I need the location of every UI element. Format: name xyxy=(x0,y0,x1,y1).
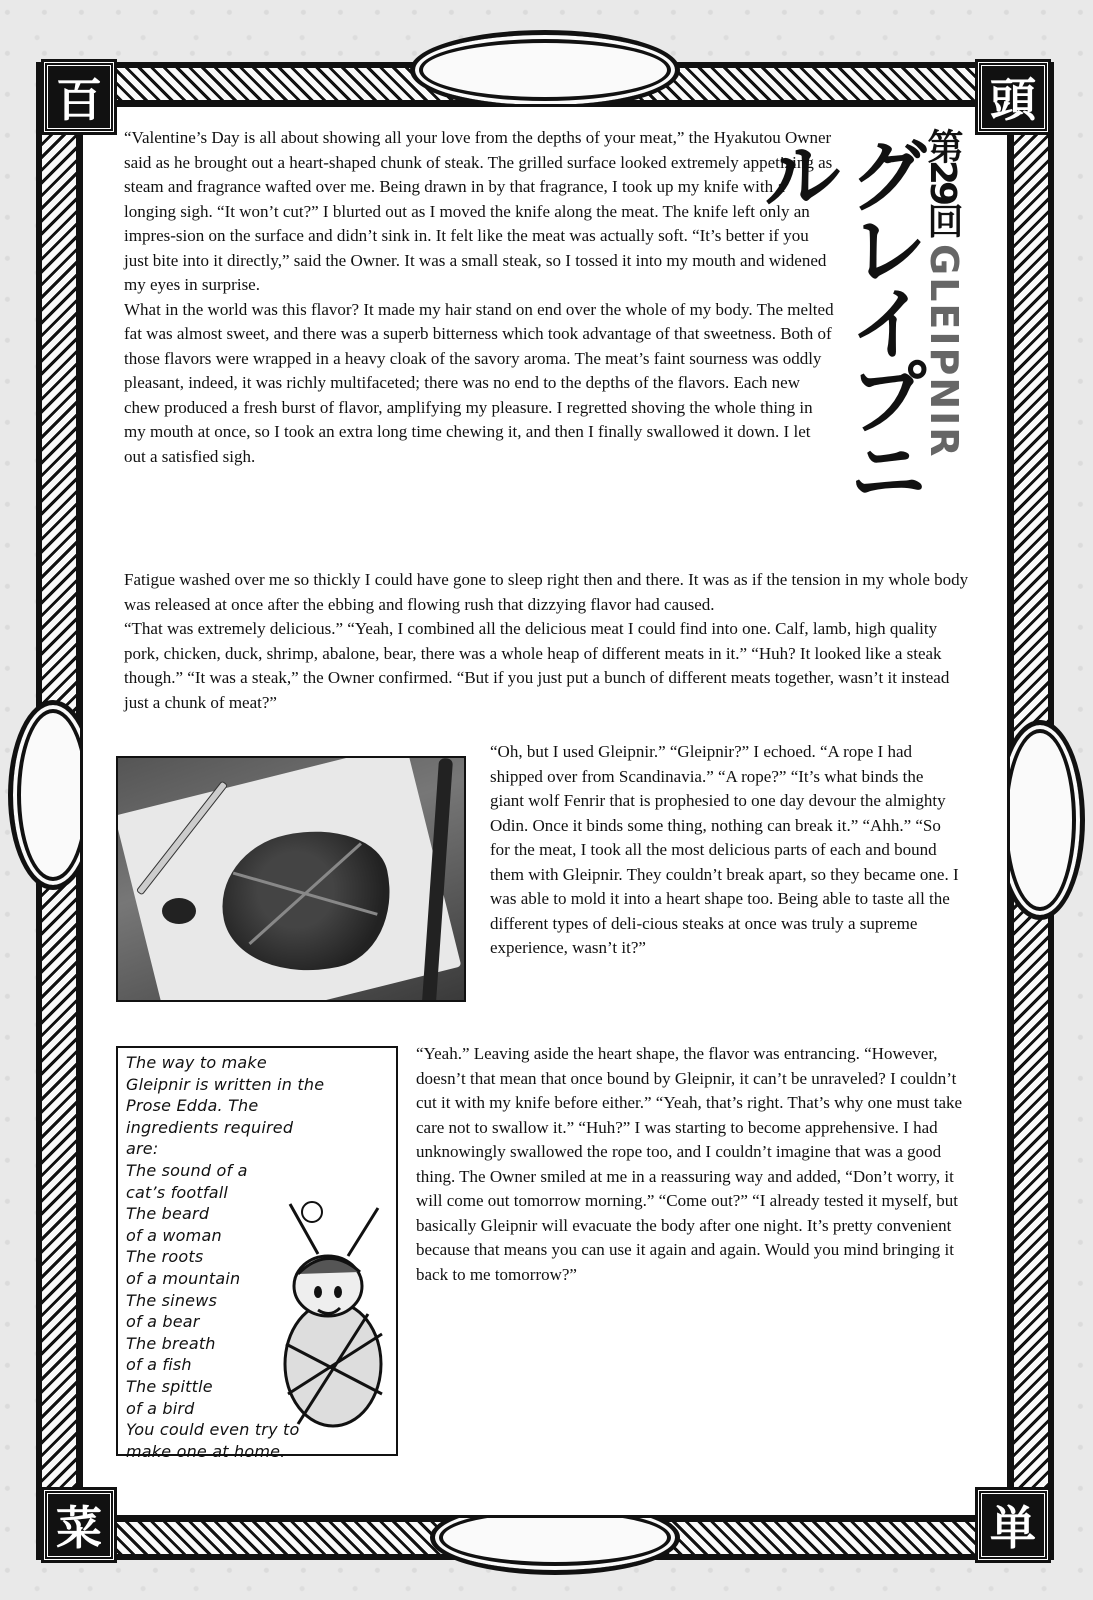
title-japanese: グレイプニル xyxy=(749,134,928,504)
note-line: The spittle xyxy=(126,1376,213,1396)
note-line: cat’s footfall xyxy=(126,1182,228,1202)
note-line: The breath xyxy=(126,1333,216,1353)
corner-kanji-bottom-right: 単 xyxy=(978,1490,1048,1560)
chapter-number: 第29回 xyxy=(922,128,963,235)
note-line: You could even try to xyxy=(126,1420,300,1440)
corner-kanji-bottom-left: 菜 xyxy=(44,1490,114,1560)
note-line: of a fish xyxy=(126,1355,192,1375)
note-line: Gleipnir is written in the xyxy=(126,1074,325,1094)
note-line: of a bird xyxy=(126,1398,195,1418)
paragraph: Fatigue washed over me so thickly I could have gone to sleep right then and there. It was as if the tension in my whole body was released at once after the ebbing and flowing rush that dizzying flavor had caused. xyxy=(124,570,969,614)
note-line: make one at home. xyxy=(126,1441,286,1461)
paragraph: What in the world was this flavor? It made my hair stand on end over the whole of my body. The melted fat was almost sweet, and there was a superb bitterness which took advantage of that sweetness. Both of those flavors were wrapped in a heavy cloak of the savory aroma. The meat’s faint sourness was oddly pleasant, indeed, it was richly multifaceted; there was no end to the depths of the flavors. Each new chew produced a fresh burst of flavor, amplifying my pleasure. I regretted shoving the whole thing in my mouth at once, so I took an extra long time chewing it, and then I finally swallowed it down. I let out a satisfied sigh. xyxy=(124,299,834,466)
note-line: of a bear xyxy=(126,1312,200,1332)
note-line: of a mountain xyxy=(126,1268,241,1288)
note-line: The way to make xyxy=(126,1053,267,1072)
story-block-3 xyxy=(490,740,960,961)
paragraph: “That was extremely delicious.” “Yeah, I combined all the delicious meat I could find into one. Calf, lamb, high quality pork, chicken, duck, shrimp, abalone, bear, there was a whole heap of different meats in it.” “Huh? It looked like a steak though.” “It was a steak,” the Owner confirmed. “But if you just put a bunch of different meats together, wasn’t it instead just a chunk of meat?” xyxy=(124,619,950,712)
title-english: GLEIPNIR xyxy=(922,244,966,459)
steak-photo xyxy=(116,756,466,1002)
note-line: Prose Edda. The xyxy=(126,1096,259,1116)
story-block-2 xyxy=(124,568,974,715)
ornament-knot-top xyxy=(410,30,680,110)
story-block-4 xyxy=(416,1042,976,1287)
note-line: of a woman xyxy=(126,1225,222,1245)
note-line: The sound of a xyxy=(126,1160,248,1180)
note-line: The beard xyxy=(126,1204,210,1224)
story-block-1 xyxy=(124,126,836,469)
note-line: The sinews xyxy=(126,1290,218,1310)
note-line: are: xyxy=(126,1139,159,1159)
note-line: The roots xyxy=(126,1247,204,1267)
paragraph: “Valentine’s Day is all about showing all your love from the depths of your meat,” the Hyakutou Owner said as he brought out a heart-shaped chunk of steak. The grilled surface looked extremely appetizing as steam and fragrance wafted over me. Being drawn in by that fragrance, I took up my knife with a longing sigh. “It won’t cut?” I blurted out as I moved the knife along the meat. The knife left only an impres-sion on the surface and didn’t sink in. It felt like the meat was actually soft. “It’s better if you just bite into it directly,” said the Owner. It was a small steak, so I tossed it into my mouth and widened my eyes in surprise. xyxy=(124,128,833,294)
corner-kanji-top-right: 頭 xyxy=(978,62,1048,132)
chibi-bound-character xyxy=(278,1194,388,1434)
corner-kanji-top-left: 百 xyxy=(44,62,114,132)
sauce-dot xyxy=(162,898,196,924)
note-line: ingredients required xyxy=(126,1117,294,1137)
handwritten-note xyxy=(116,1046,398,1461)
paragraph: “Oh, but I used Gleipnir.” “Gleipnir?” I echoed. “A rope I had shipped over from Scandinavia.” “A rope?” “It’s what binds the giant wolf Fenrir that is prophesied to one day devour the almighty Odin. Once it binds some thing, nothing can break it.” “Ahh.” “So for the meat, I took all the most delicious parts of each and bound them with Gleipnir. They couldn’t break apart, so they became one. I was able to mold it into a heart shape too. Being able to taste all the different types of deli-cious steaks at once was truly a supreme experience, wasn’t it?” xyxy=(490,742,959,957)
chapter-title xyxy=(749,124,972,548)
paragraph: “Yeah.” Leaving aside the heart shape, the flavor was entrancing. “However, doesn’t that mean that once bound by Gleipnir, it can’t be unraveled? I couldn’t cut it with my knife before either.” “Yeah, that’s right. That’s why one must take care not to swallow it.” “Huh?” I was starting to become apprehensive. I had unknowingly swallowed the rope too, and I couldn’t imagine that was a good thing. The Owner smiled at me in a reassuring way and added, “Don’t worry, it will come out tomorrow morning.” “Come out?” “I already tested it myself, but basically Gleipnir will evacuate the body after one night. It’s pretty convenient because that means you can use it again and again. Would you mind bringing it back to me tomorrow?” xyxy=(416,1044,963,1284)
